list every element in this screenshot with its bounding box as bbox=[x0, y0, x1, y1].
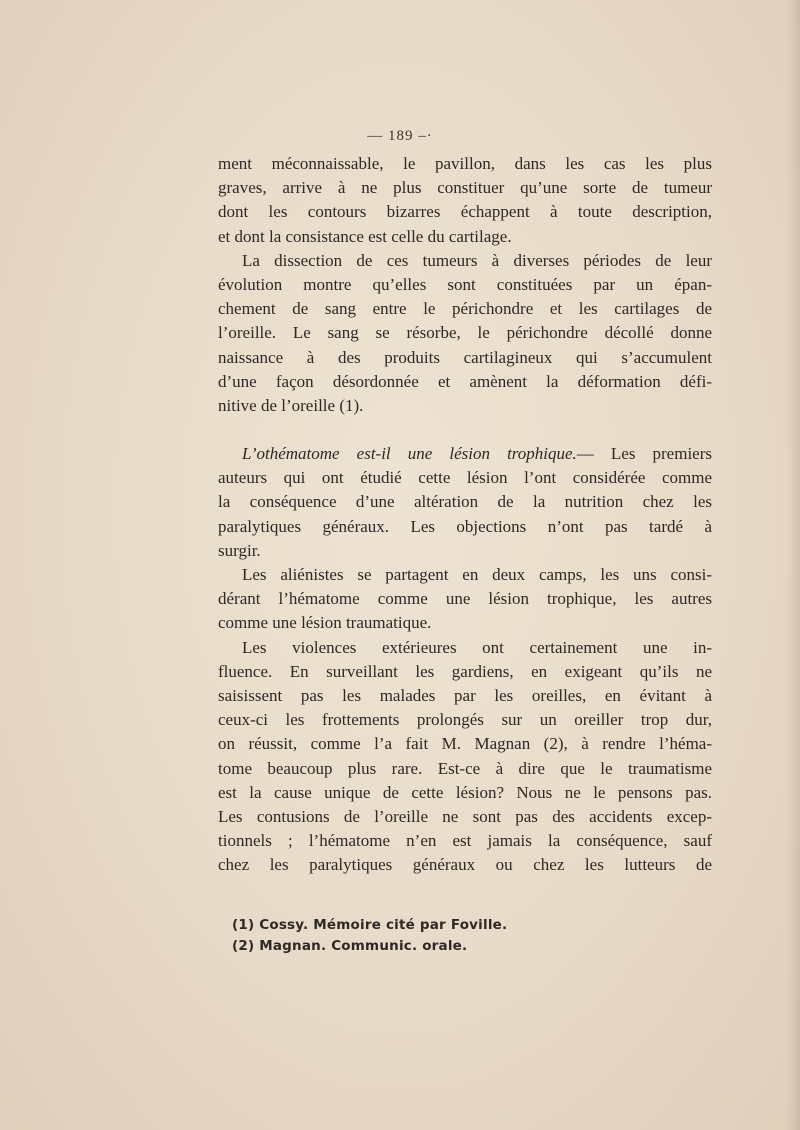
text-line: d’une façon désordonnée et amènent la déformation défi- bbox=[218, 371, 712, 391]
text-line: tome beaucoup plus rare. Est-ce à dire que le traumatisme bbox=[218, 758, 712, 778]
text-line: ment méconnaissable, le pavillon, dans les cas les plus bbox=[218, 154, 712, 173]
text-line: ceux-ci les frottements prolongés sur un oreiller trop dur, bbox=[218, 710, 712, 730]
footnote-1: (1) Cossy. Mémoire cité par Foville. bbox=[232, 917, 508, 933]
text-line: dérant l’hématome comme une lésion trophique, les autres bbox=[218, 589, 712, 609]
section-heading-line bbox=[218, 442, 712, 466]
text-line: Les aliénistes se partagent en deux camps, les uns consi- bbox=[242, 565, 712, 584]
text-line: auteurs qui ont étudié cette lésion l’ont considérée comme bbox=[218, 468, 712, 488]
text-line: comme une lésion traumatique. bbox=[218, 613, 432, 633]
footnotes bbox=[232, 915, 652, 957]
paragraph-gap bbox=[218, 418, 712, 442]
text-line: la conséquence d’une altération de la nutrition chez les bbox=[218, 492, 712, 512]
text-line: chez les paralytiques généraux ou chez les lutteurs de bbox=[218, 855, 712, 875]
text-line: Les violences extérieures ont certainement une in- bbox=[242, 637, 712, 657]
text-line: Les contusions de l’oreille ne sont pas des accidents excep- bbox=[218, 806, 712, 826]
body-text bbox=[218, 152, 712, 877]
text-line: fluence. En surveillant les gardiens, en exigeant qu’ils ne bbox=[218, 661, 712, 681]
text-line: et dont la consistance est celle du cartilage. bbox=[218, 226, 512, 246]
text-line: l’oreille. Le sang se résorbe, le périchondre décollé donne bbox=[218, 323, 712, 343]
text-line: naissance à des produits cartilagineux qui s’accumulent bbox=[218, 347, 712, 367]
text-line: chement de sang entre le périchondre et les cartilages de bbox=[218, 299, 712, 319]
text-line: nitive de l’oreille (1). bbox=[218, 395, 364, 415]
text-line: graves, arrive à ne plus constituer qu’une sorte de tumeur bbox=[218, 178, 712, 198]
text-line: paralytiques généraux. Les objections n’ont pas tardé à bbox=[218, 516, 712, 536]
page-edge-shadow bbox=[786, 0, 800, 1130]
text-line: tionnels ; l’hématome n’en est jamais la conséquence, sauf bbox=[218, 831, 712, 851]
section-heading-italic: L’othématome est-il une lésion trophique. bbox=[242, 444, 577, 464]
text-line: on réussit, comme l’a fait M. Magnan (2), à rendre l’héma- bbox=[218, 734, 712, 754]
text-line: dont les contours bizarres échappent à toute description, bbox=[218, 202, 712, 222]
footnote-2: (2) Magnan. Communic. orale. bbox=[232, 938, 468, 954]
text-line: saisissent pas les malades par les oreilles, en évitant à bbox=[218, 685, 712, 705]
text-line: est la cause unique de cette lésion? Nous ne le pensons pas. bbox=[218, 782, 712, 802]
text-line: surgir. bbox=[218, 540, 261, 560]
text-line: La dissection de ces tumeurs à diverses périodes de leur bbox=[242, 250, 712, 270]
text-line: évolution montre qu’elles sont constituées par un épan- bbox=[218, 274, 712, 294]
page-number: — 189 –· bbox=[367, 128, 433, 144]
section-heading-rest: — Les premiers bbox=[576, 444, 712, 464]
